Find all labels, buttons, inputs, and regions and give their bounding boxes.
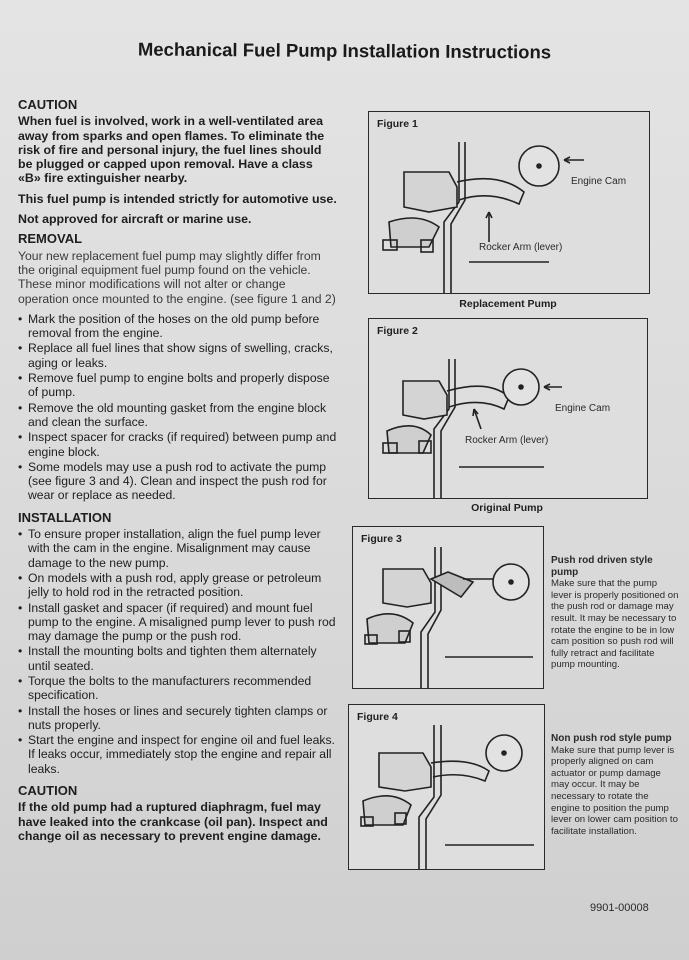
figure-label: Figure 4 xyxy=(357,711,398,723)
list-item: • On models with a push rod, apply grease or petroleum jelly to hold rod in the retracted position. xyxy=(18,571,338,600)
figure-4 xyxy=(348,704,545,870)
non-push-rod-note-text: Make sure that pump lever is properly aligned on cam actuator or pump damage may occur. It may be necessary to rotate the engine to position the pump lever on lower cam position to facilitate installation. xyxy=(551,744,678,837)
page-title: Mechanical Fuel Pump Installation Instructions xyxy=(137,38,552,63)
part-number: 9901-00008 xyxy=(590,902,649,914)
list-item: • Install the mounting bolts and tighten them alternately until seated. xyxy=(18,644,338,673)
caution-text-bottom: If the old pump had a ruptured diaphragm, fuel may have leaked into the crankcase (oil pan). Inspect and change oil as necessary to prevent engine damage. xyxy=(18,800,328,843)
figure-label: Figure 3 xyxy=(361,533,402,545)
engine-cam-label: Engine Cam xyxy=(571,176,627,187)
non-push-rod-note xyxy=(551,733,679,837)
removal-heading: REMOVAL xyxy=(18,231,83,247)
list-item: • Replace all fuel lines that show signs of swelling, cracks, aging or leaks. xyxy=(18,341,338,370)
removal-list xyxy=(18,312,338,503)
non-push-rod-pump-drawing xyxy=(349,705,544,869)
instructions-column xyxy=(18,98,338,849)
list-item: • Remove the old mounting gasket from the engine block and clean the surface. xyxy=(18,401,338,430)
automotive-use-text: This fuel pump is intended strictly for automotive use. xyxy=(18,191,337,206)
rocker-arm-label: Rocker Arm (lever) xyxy=(465,435,549,446)
not-approved-text: Not approved for aircraft or marine use. xyxy=(18,212,252,227)
figure-3 xyxy=(352,526,544,689)
list-item: • Start the engine and inspect for engine oil and fuel leaks. If leaks occur, immediately stop the engine and repair all leaks. xyxy=(18,733,338,776)
list-item: • Inspect spacer for cracks (if required) between pump and engine block. xyxy=(18,430,338,459)
list-item: • Install the hoses or lines and securely tighten clamps or nuts properly. xyxy=(18,704,338,733)
list-item: • Some models may use a push rod to activate the pump (see figure 3 and 4). Clean and inspect the push rod for wear or replace as needed. xyxy=(18,460,338,503)
figure-label: Figure 2 xyxy=(377,325,418,337)
figure-label: Figure 1 xyxy=(377,118,418,130)
list-item: • Torque the bolts to the manufacturers recommended specification. xyxy=(18,674,338,703)
list-item: • Remove fuel pump to engine bolts and properly dispose of pump. xyxy=(18,371,338,400)
push-rod-pump-drawing xyxy=(353,527,543,688)
list-item: • Mark the position of the hoses on the old pump before removal from the engine. xyxy=(18,312,338,341)
installation-heading: INSTALLATION xyxy=(18,509,112,525)
figure-2-caption: Original Pump xyxy=(471,502,543,514)
list-item: • To ensure proper installation, align the fuel pump lever with the cam in the engine. Misalignment may cause damage to the new pump. xyxy=(18,527,338,570)
engine-cam-label: Engine Cam xyxy=(555,403,611,414)
caution-text: When fuel is involved, work in a well-ventilated area away from sparks and open flames. To eliminate the risk of fire and personal injury, the fuel lines should be plugged or capped upon removal. Have a class «B» fire extinguisher nearby. xyxy=(18,114,325,186)
caution-heading: CAUTION xyxy=(18,97,78,112)
caution-heading-bottom: CAUTION xyxy=(18,783,78,799)
figure-1 xyxy=(368,111,650,294)
push-rod-note-title: Push rod driven style pump xyxy=(551,555,653,578)
replacement-pump-drawing xyxy=(369,112,649,293)
figure-1-caption: Replacement Pump xyxy=(459,298,557,310)
non-push-rod-note-title: Non push rod style pump xyxy=(551,733,672,744)
list-item: • Install gasket and spacer (if required) and mount fuel pump to the engine. A misaligned pump lever to push rod may damage the pump or the push rod. xyxy=(18,601,338,644)
push-rod-note xyxy=(551,555,679,671)
removal-intro: Your new replacement fuel pump may slightly differ from the original equipment fuel pump found on the vehicle. These minor modifications will not alter or change operation once mounted to the engine. (see figure 1 and 2) xyxy=(18,248,336,306)
push-rod-note-text: Make sure that the pump lever is properly positioned on the push rod or damage may result. It may be necessary to rotate the engine to be in low cam position so push rod will fully retract and facilitate pump mounting. xyxy=(551,578,679,671)
figure-2 xyxy=(368,318,648,499)
installation-list xyxy=(18,527,338,776)
rocker-arm-label: Rocker Arm (lever) xyxy=(479,242,563,253)
